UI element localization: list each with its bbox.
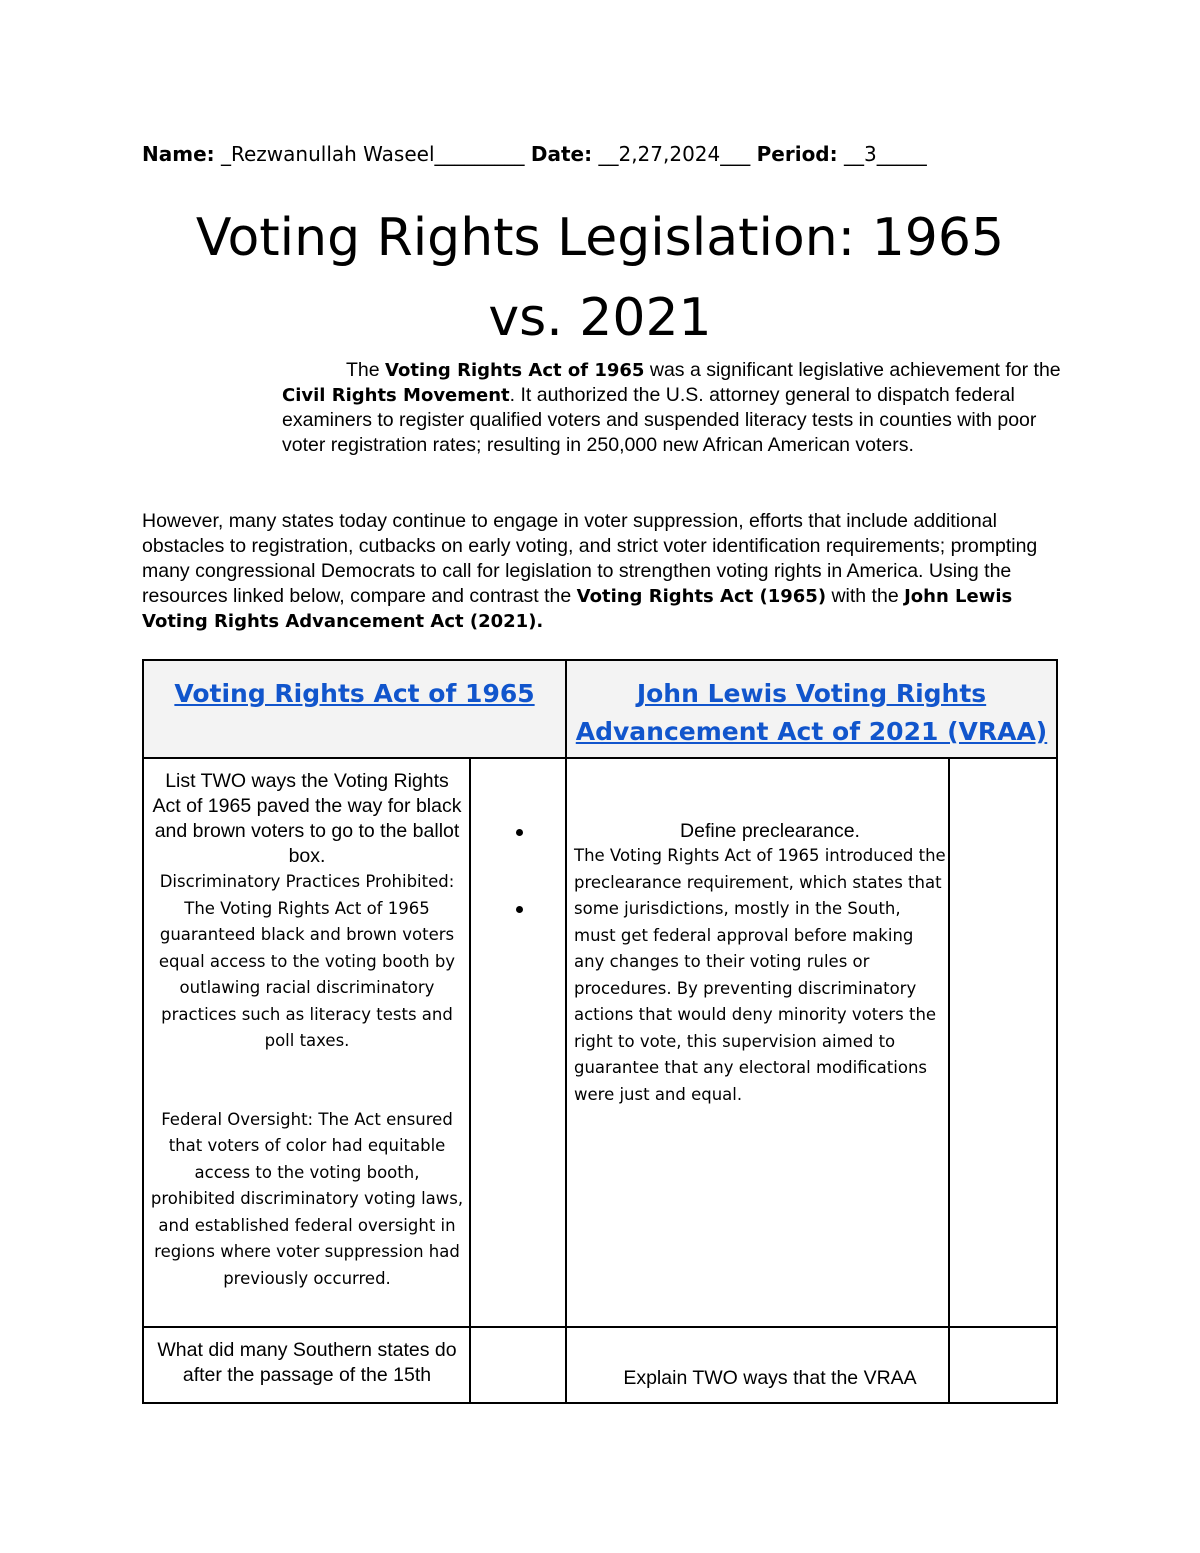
answer-label-oversight: Federal Oversight: (161, 1109, 314, 1129)
row2-question-1: What did many Southern states do after the passage of the 15th (157, 1339, 457, 1386)
period-value: __3_____ (843, 142, 927, 166)
page-title (100, 198, 1100, 358)
col1-header-link[interactable]: Voting Rights Act of 1965 (174, 679, 535, 708)
date-value: __2,27,2024___ (598, 142, 751, 166)
student-info-line (142, 142, 1042, 166)
date-label: Date: (530, 142, 593, 166)
instructions-text-1: However, many states today continue to engage in voter suppression, efforts that include additional obstacles to registration, cutbacks on early voting, and strict voter identification requirements; prompting many congressional Democrats to call for legislation to strengthen voting rights in America. Using the resources linked below, compare and contrast the (142, 510, 1038, 607)
answer-text-oversight: The Act ensured that voters of color had equitable access to the voting booth, prohibited discriminatory voting laws, and established federal oversight in regions where voter suppression had previously occurred. (150, 1109, 464, 1288)
col2-header-link-line2[interactable]: Advancement Act of 2021 (VRAA) (575, 717, 1048, 746)
period-label: Period: (756, 142, 838, 166)
instructions-bold-1965: Voting Rights Act (1965) (576, 586, 827, 607)
row1-col3-cell (574, 819, 946, 1108)
row1-question-1: List TWO ways the Voting Rights Act of 1965 paved the way for black and brown voters to go to the ballot box. (152, 770, 462, 867)
table-border-left (142, 659, 144, 1404)
name-value: _Rezwanullah Waseel_________ (221, 142, 525, 166)
col1-header-cell (143, 661, 566, 757)
instructions-paragraph (142, 509, 1042, 634)
col2-header-cell (566, 661, 1057, 757)
table-border-bottom (142, 1402, 1058, 1404)
table-border-top (142, 659, 1058, 661)
row2-col3-cell (574, 1366, 946, 1391)
row1-answer-1-point-2 (150, 1107, 464, 1293)
row2-question-2: Explain TWO ways that the VRAA (623, 1367, 917, 1389)
intro-bold-act: Voting Rights Act of 1965 (385, 360, 645, 381)
answer-text-discriminatory: The Voting Rights Act of 1965 guaranteed black and brown voters equal access to the voting booth by outlawing racial discriminatory practices such as literacy tests and poll taxes. (158, 898, 456, 1050)
intro-text-1: The (346, 359, 386, 381)
row1-answer-1-point-1 (150, 869, 464, 1055)
row2-col1-cell (150, 1338, 464, 1388)
answer-label-discriminatory: Discriminatory Practices Prohibited: (159, 872, 455, 891)
bullet-1 (516, 829, 523, 836)
row1-col1-cell (150, 769, 464, 1292)
col2-header-link-line1[interactable]: John Lewis Voting Rights (636, 679, 987, 708)
bullet-2 (516, 906, 523, 913)
intro-text-2: was a significant legislative achievement for the (644, 359, 1061, 381)
instructions-bold-2021: John Lewis Voting Rights Advancement Act (2021). (142, 586, 1013, 632)
title-line-2: vs. 2021 (488, 288, 712, 348)
table-divider-right-inner (948, 757, 950, 1404)
table-rule-header (142, 757, 1058, 759)
title-line-1: Voting Rights Legislation: 1965 (195, 208, 1005, 268)
table-rule-row1 (142, 1326, 1058, 1328)
table-divider-left-inner (469, 757, 471, 1404)
row1-question-2: Define preclearance. (680, 820, 860, 842)
name-label: Name: (142, 142, 215, 166)
intro-bold-movement: Civil Rights Movement (282, 385, 510, 406)
table-border-right (1056, 659, 1058, 1404)
row1-answer-2: The Voting Rights Act of 1965 introduced the preclearance requirement, which states that some jurisdictions, mostly in the South, must get federal approval before making any changes to their voting rules or procedures. By preventing discriminatory actions that would deny minority voters the right to vote, this supervision aimed to guarantee that any electoral modifications were just and equal. (574, 846, 946, 1104)
intro-text-3: . It authorized the U.S. attorney general to dispatch federal examiners to register qualified voters and suspended literacy tests in counties with poor voter registration rates; resulting in 250,000 new African American voters. (282, 384, 1037, 456)
instructions-text-2: with the (826, 585, 905, 607)
table-divider-center (565, 659, 567, 1404)
intro-paragraph (282, 358, 1072, 458)
